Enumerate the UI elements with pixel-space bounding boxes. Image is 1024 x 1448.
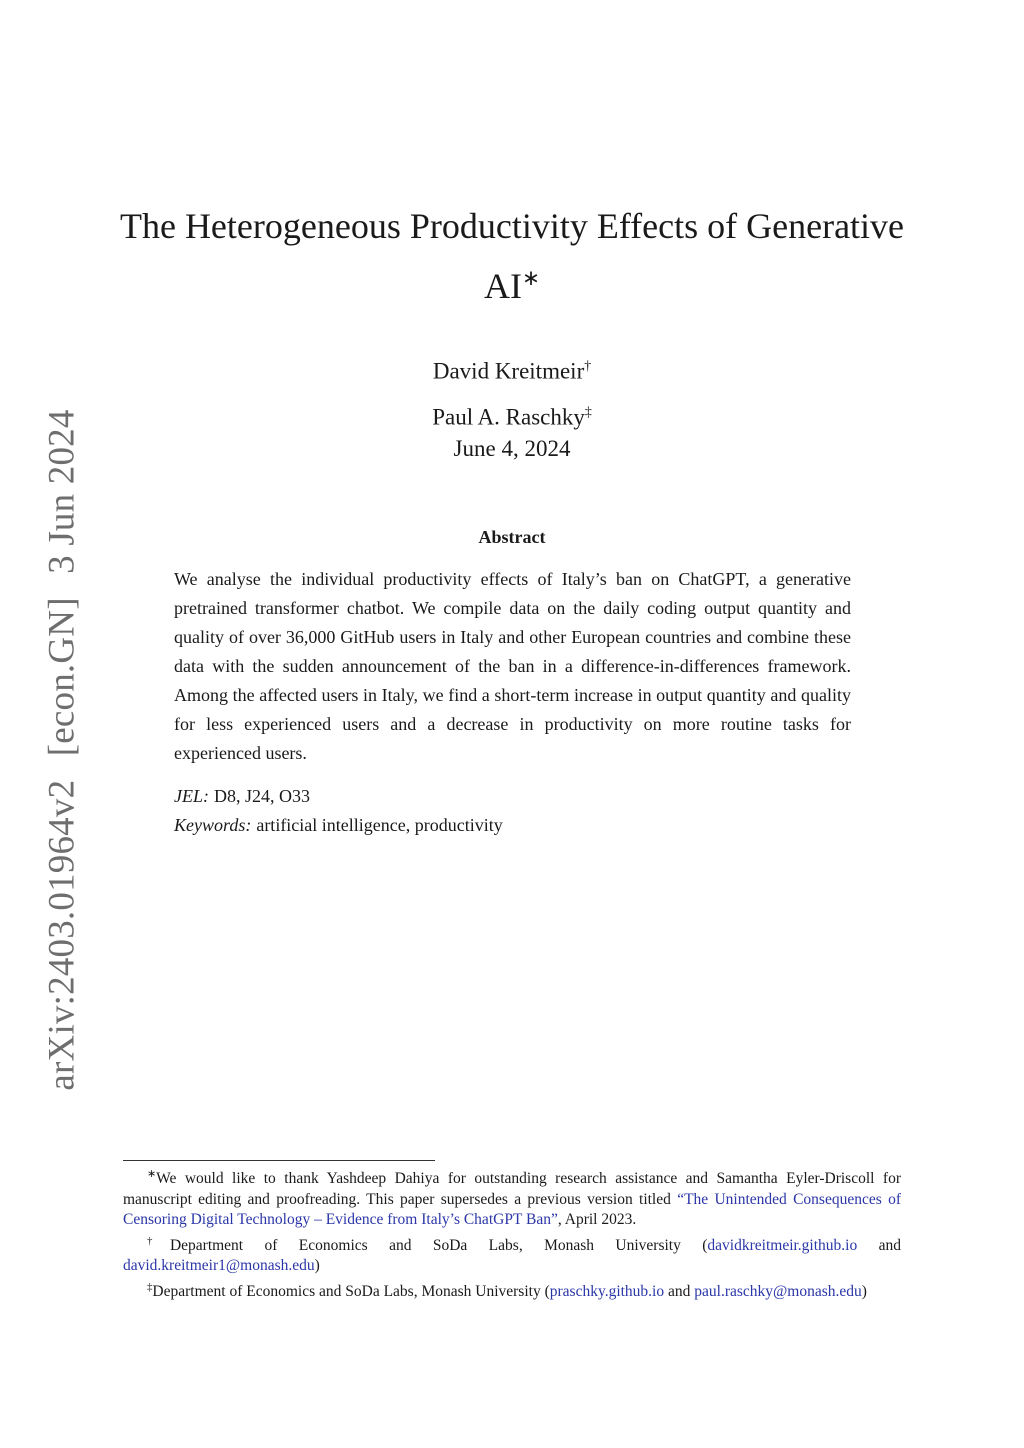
jel-value: D8, J24, O33	[214, 786, 311, 806]
footnote-2-close: )	[314, 1257, 320, 1275]
footnote-divider	[123, 1160, 435, 1161]
abstract-body: We analyse the individual productivity effects of Italy’s ban on ChatGPT, a generative pretrained transformer chatbot. We compile data on the daily coding output quantity and quality of over 36,000 GitHub users in Italy and other European countries and combine these data with the sudden announcement of the ban in a difference-in-differences framework. Among the affected users in Italy, we find a short-term increase in output quantity and quality for less experienced users and a decrease in productivity on more routine tasks for experienced users.	[174, 569, 851, 763]
jel-label: JEL:	[174, 786, 209, 806]
footnote-3-close: )	[861, 1282, 867, 1300]
previous-version-link[interactable]: “The Unintended Consequences of Censoring Digital Technology – Evidence from Italy’s ChatGPT Ban”	[123, 1190, 901, 1229]
raschky-email-link[interactable]: paul.raschky@monash.edu	[694, 1282, 862, 1300]
paper-date: June 4, 2024	[453, 436, 571, 461]
author-2	[0, 392, 1024, 438]
footnote-3-and: and	[664, 1282, 695, 1300]
footnote-2-mark: †	[147, 1234, 170, 1247]
paper-title-text: The Heterogeneous Productivity Effects of Generative AI	[119, 206, 905, 306]
footnotes	[123, 1164, 901, 1302]
footnote-3-mark: ‡	[147, 1280, 153, 1293]
footnote-acknowledgement	[123, 1164, 901, 1231]
keywords	[174, 811, 503, 840]
jel-codes	[174, 782, 310, 811]
footnote-2-text: Department of Economics and SoDa Labs, Monash University (	[169, 1236, 708, 1254]
author-1	[0, 346, 1024, 392]
paper-title	[110, 200, 914, 312]
author-list	[0, 346, 1024, 437]
title-footnote-mark: ∗	[521, 266, 541, 290]
author-1-name: David Kreitmeir	[432, 358, 585, 384]
arxiv-identifier-stamp	[41, 409, 84, 1090]
author-2-name: Paul A. Raschky	[432, 404, 585, 430]
arxiv-date: 3 Jun 2024	[41, 409, 83, 574]
kreitmeir-website-link[interactable]: davidkreitmeir.github.io	[707, 1236, 858, 1254]
author-1-mark: †	[584, 358, 592, 373]
footnote-1-mark: ∗	[147, 1168, 157, 1180]
abstract-heading: Abstract	[478, 527, 546, 547]
keywords-value: artificial intelligence, productivity	[256, 815, 503, 835]
footnote-1-text: We would like to thank Yashdeep Dahiya for outstanding research assistance and Samantha Eyler-Driscoll for manuscript editing and proofreading. This paper supersedes a previous version titled	[123, 1170, 901, 1208]
footnote-1-tail: , April 2023.	[557, 1211, 637, 1229]
raschky-website-link[interactable]: praschky.github.io	[549, 1282, 665, 1300]
footnote-author-1	[123, 1231, 901, 1277]
footnote-2-and: and	[857, 1236, 902, 1254]
keywords-label: Keywords:	[174, 815, 252, 835]
arxiv-category: [econ.GN]	[41, 597, 83, 757]
author-2-mark: ‡	[584, 403, 592, 419]
arxiv-id: arXiv:2403.01964v2	[41, 779, 83, 1091]
footnote-author-2	[123, 1277, 901, 1303]
footnote-3-text: Department of Economics and SoDa Labs, Monash University (	[152, 1282, 550, 1300]
kreitmeir-email-link[interactable]: david.kreitmeir1@monash.edu	[123, 1257, 315, 1275]
